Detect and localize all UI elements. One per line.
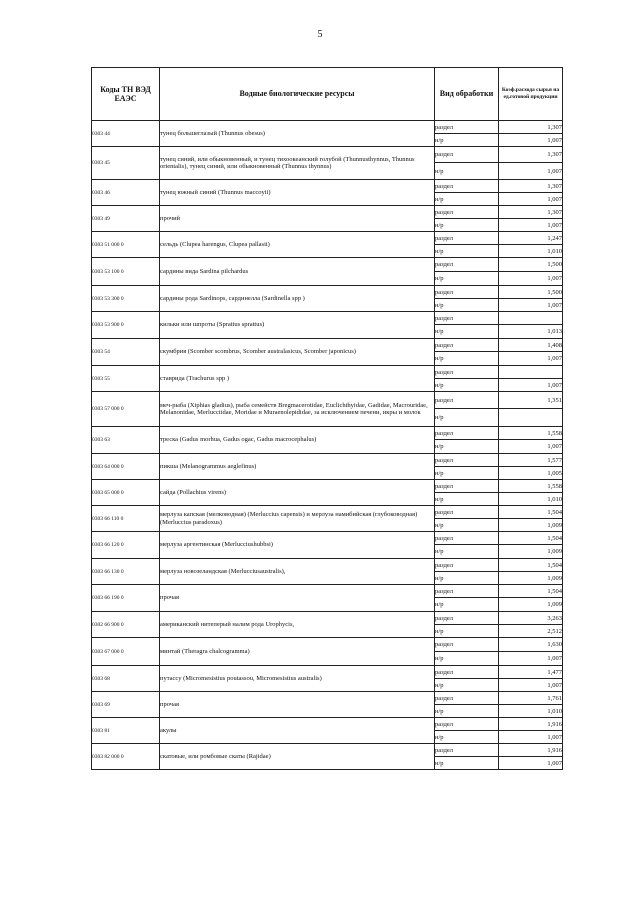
cell-resource-name: мерлуза новозеландская (Merlucciusaustralis), <box>160 559 435 585</box>
table-row <box>92 258 563 272</box>
table-row <box>92 532 563 545</box>
table-row <box>92 559 563 572</box>
cell-processing-type: раздел <box>435 339 499 352</box>
cell-processing-type: н/р <box>435 163 499 180</box>
cell-processing-type: н/р <box>435 219 499 232</box>
table-row <box>92 666 563 679</box>
cell-processing-type: раздел <box>435 147 499 163</box>
cell-processing-type: н/р <box>435 245 499 258</box>
cell-processing-type: раздел <box>435 232 499 245</box>
cell-processing-type: н/р <box>435 299 499 312</box>
cell-coefficient: 1,477 <box>499 666 563 679</box>
cell-code: 0303 64 000 0 <box>92 454 160 480</box>
cell-processing-type: н/р <box>435 352 499 366</box>
cell-code: 0303 45 <box>92 147 160 180</box>
cell-coefficient: 1,761 <box>499 692 563 705</box>
cell-processing-type: раздел <box>435 744 499 757</box>
cell-processing-type: раздел <box>435 206 499 219</box>
table-row <box>92 480 563 493</box>
cell-code: 0303 65 000 0 <box>92 480 160 506</box>
cell-resource-name: кильки или шпроты (Sprattus sprattus) <box>160 312 435 339</box>
cell-processing-type: раздел <box>435 532 499 545</box>
cell-coefficient: 1,007 <box>499 757 563 770</box>
table-row <box>92 392 563 409</box>
table-row <box>92 366 563 379</box>
cell-processing-type: н/р <box>435 519 499 532</box>
cell-processing-type: раздел <box>435 638 499 652</box>
cell-resource-name: тунец большеглазый (Thunnus obesus) <box>160 121 435 147</box>
cell-code: 0302 66 900 0 <box>92 612 160 638</box>
cell-coefficient <box>499 312 563 325</box>
cell-processing-type: н/р <box>435 679 499 692</box>
cell-processing-type: н/р <box>435 134 499 147</box>
cell-resource-name: акулы <box>160 718 435 744</box>
cell-code: 0303 53 900 0 <box>92 312 160 339</box>
cell-processing-type: н/р <box>435 757 499 770</box>
cell-code: 0303 55 <box>92 366 160 392</box>
cell-processing-type: раздел <box>435 585 499 598</box>
cell-processing-type: раздел <box>435 121 499 134</box>
cell-coefficient: 1,504 <box>499 506 563 519</box>
cell-resource-name: американский нитеперый налим рода Urophycis, <box>160 612 435 638</box>
cell-coefficient: 1,504 <box>499 532 563 545</box>
cell-processing-type: н/р <box>435 409 499 427</box>
cell-coefficient: 1,007 <box>499 272 563 286</box>
cell-coefficient: 1,500 <box>499 258 563 272</box>
table-row <box>92 718 563 731</box>
table-row <box>92 286 563 299</box>
cell-coefficient <box>499 366 563 379</box>
table-row <box>92 585 563 598</box>
cell-code: 0303 53 100 0 <box>92 258 160 286</box>
table-row <box>92 121 563 134</box>
cell-coefficient: 1,504 <box>499 559 563 572</box>
cell-resource-name: меч-рыба (Xiphias gladius), рыба семейств Bregmacerotidae, Euclichthyidae, Gadidae, Macrouridae, Melanonidae, Merlucciidae, Moridae и Muraenolepididae, за исключением печени, икры и молок <box>160 392 435 427</box>
cell-code: 0303 66 190 0 <box>92 585 160 612</box>
cell-resource-name: скатовые, или ромбовые скаты (Rajidae) <box>160 744 435 770</box>
cell-processing-type: раздел <box>435 392 499 409</box>
cell-resource-name: прочая <box>160 585 435 612</box>
cell-processing-type: раздел <box>435 180 499 193</box>
cell-processing-type: н/р <box>435 193 499 206</box>
resource-table <box>91 67 563 770</box>
cell-processing-type: н/р <box>435 493 499 506</box>
cell-coefficient: 1,007 <box>499 193 563 206</box>
cell-resource-name: сардины рода Sardinops, сардинелла (Sardinella spp ) <box>160 286 435 312</box>
cell-processing-type: н/р <box>435 625 499 638</box>
cell-coefficient: 1,007 <box>499 163 563 180</box>
header-processing-type: Вид обработки <box>435 68 499 121</box>
table-row <box>92 454 563 467</box>
table-row <box>92 180 563 193</box>
cell-resource-name: прочий <box>160 206 435 232</box>
cell-resource-name: сельдь (Clupea harengus, Clupea pallasii) <box>160 232 435 258</box>
cell-resource-name: минтай (Theragra chalcogramma) <box>160 638 435 666</box>
cell-coefficient: 1,010 <box>499 705 563 718</box>
table-row <box>92 612 563 625</box>
cell-coefficient: 1,916 <box>499 718 563 731</box>
cell-coefficient: 1,009 <box>499 572 563 585</box>
cell-code: 0303 66 130 0 <box>92 559 160 585</box>
cell-resource-name: прочая <box>160 692 435 718</box>
cell-coefficient: 1,247 <box>499 232 563 245</box>
cell-code: 0303 46 <box>92 180 160 206</box>
header-code: Коды ТН ВЭД ЕАЭС <box>92 68 160 121</box>
cell-coefficient: 1,007 <box>499 731 563 744</box>
cell-coefficient: 1,007 <box>499 134 563 147</box>
cell-resource-name: треска (Gadus morhua, Gadus ogac, Gadus macrocephalus) <box>160 427 435 454</box>
cell-coefficient: 3,263 <box>499 612 563 625</box>
cell-resource-name: ставрида (Trachurus spp ) <box>160 366 435 392</box>
cell-coefficient: 1,630 <box>499 638 563 652</box>
table-row <box>92 638 563 652</box>
table-body <box>92 121 563 770</box>
cell-coefficient: 1,307 <box>499 147 563 163</box>
cell-processing-type: н/р <box>435 379 499 392</box>
cell-code: 0303 66 120 0 <box>92 532 160 559</box>
table-row <box>92 339 563 352</box>
cell-coefficient: 1,007 <box>499 219 563 232</box>
cell-coefficient: 1,558 <box>499 480 563 493</box>
header-resource: Водные биологические ресурсы <box>160 68 435 121</box>
cell-resource-name: путассу (Micromesistius poutassou, Micromesistius australis) <box>160 666 435 692</box>
table-row <box>92 232 563 245</box>
cell-coefficient: 1,013 <box>499 325 563 339</box>
cell-coefficient: 1,307 <box>499 121 563 134</box>
header-coefficient: Коэф.расхода сырья на ед.готовой продукции <box>499 68 563 121</box>
cell-processing-type: раздел <box>435 286 499 299</box>
cell-coefficient: 1,351 <box>499 392 563 409</box>
cell-resource-name: мерлуза аргентинская (Merlucciushubbsi) <box>160 532 435 559</box>
table-row <box>92 147 563 163</box>
cell-code: 0303 49 <box>92 206 160 232</box>
cell-code: 0303 68 <box>92 666 160 692</box>
cell-coefficient: 1,009 <box>499 519 563 532</box>
cell-processing-type: раздел <box>435 258 499 272</box>
cell-processing-type: н/р <box>435 731 499 744</box>
cell-coefficient: 1,007 <box>499 679 563 692</box>
cell-coefficient: 1,916 <box>499 744 563 757</box>
cell-coefficient: 1,007 <box>499 652 563 666</box>
cell-coefficient: 1,558 <box>499 427 563 440</box>
cell-processing-type: раздел <box>435 506 499 519</box>
cell-processing-type: раздел <box>435 559 499 572</box>
cell-processing-type: раздел <box>435 312 499 325</box>
cell-processing-type: н/р <box>435 440 499 454</box>
cell-resource-name: пикша (Melanogrammus aeglefinus) <box>160 454 435 480</box>
cell-code: 0303 51 000 0 <box>92 232 160 258</box>
cell-processing-type: раздел <box>435 612 499 625</box>
cell-coefficient: 1,307 <box>499 206 563 219</box>
cell-code: 0303 54 <box>92 339 160 366</box>
cell-processing-type: н/р <box>435 545 499 559</box>
page-number: 5 <box>317 29 323 40</box>
cell-coefficient: 1,307 <box>499 180 563 193</box>
cell-code: 0303 53 300 0 <box>92 286 160 312</box>
table-row <box>92 692 563 705</box>
cell-code: 0303 44 <box>92 121 160 147</box>
cell-resource-name: тунец синий, или обыкновенный, и тунец тихоокеанский голубой (Thunnusthynnus, Thunnus orientalis), тунец синий, или обыкновенный (Thunnus thynnus) <box>160 147 435 180</box>
cell-processing-type: н/р <box>435 467 499 480</box>
table-row <box>92 506 563 519</box>
cell-code: 0303 69 <box>92 692 160 718</box>
cell-coefficient: 1,007 <box>499 299 563 312</box>
cell-coefficient: 1,577 <box>499 454 563 467</box>
cell-processing-type: раздел <box>435 692 499 705</box>
cell-processing-type: н/р <box>435 652 499 666</box>
cell-code: 0303 63 <box>92 427 160 454</box>
cell-coefficient: 1,010 <box>499 493 563 506</box>
cell-coefficient <box>499 409 563 427</box>
cell-coefficient: 1,009 <box>499 545 563 559</box>
table-row <box>92 312 563 325</box>
cell-coefficient: 2,512 <box>499 625 563 638</box>
cell-resource-name: мерлуза капская (мелководная) (Merluccius capensis) и мерлуза намибийская (глубоководная) (Merluccius paradoxus) <box>160 506 435 532</box>
cell-resource-name: тунец южный синий (Thunnus maccoyii) <box>160 180 435 206</box>
cell-processing-type: раздел <box>435 718 499 731</box>
cell-code: 0303 57 000 0 <box>92 392 160 427</box>
cell-processing-type: раздел <box>435 427 499 440</box>
table-row <box>92 206 563 219</box>
cell-processing-type: н/р <box>435 572 499 585</box>
cell-code: 0303 66 110 0 <box>92 506 160 532</box>
table-header-row <box>92 68 563 121</box>
cell-coefficient: 1,504 <box>499 585 563 598</box>
cell-coefficient: 1,005 <box>499 467 563 480</box>
cell-coefficient: 1,009 <box>499 598 563 612</box>
cell-processing-type: раздел <box>435 366 499 379</box>
cell-resource-name: сардины вида Sardina pilchardus <box>160 258 435 286</box>
cell-processing-type: н/р <box>435 705 499 718</box>
cell-processing-type: раздел <box>435 480 499 493</box>
cell-processing-type: раздел <box>435 666 499 679</box>
table-row <box>92 427 563 440</box>
table-row <box>92 744 563 757</box>
cell-coefficient: 1,007 <box>499 379 563 392</box>
cell-code: 0303 67 000 0 <box>92 638 160 666</box>
cell-processing-type: н/р <box>435 272 499 286</box>
cell-coefficient: 1,010 <box>499 245 563 258</box>
cell-code: 0303 81 <box>92 718 160 744</box>
cell-coefficient: 1,408 <box>499 339 563 352</box>
cell-coefficient: 1,500 <box>499 286 563 299</box>
cell-resource-name: скумбрия (Scomber scombrus, Scomber australasicus, Scomber japonicus) <box>160 339 435 366</box>
cell-processing-type: н/р <box>435 325 499 339</box>
cell-resource-name: сайда (Pollachius virens) <box>160 480 435 506</box>
cell-coefficient: 1,007 <box>499 352 563 366</box>
cell-code: 0303 82 000 0 <box>92 744 160 770</box>
cell-coefficient: 1,007 <box>499 440 563 454</box>
cell-processing-type: н/р <box>435 598 499 612</box>
cell-processing-type: раздел <box>435 454 499 467</box>
